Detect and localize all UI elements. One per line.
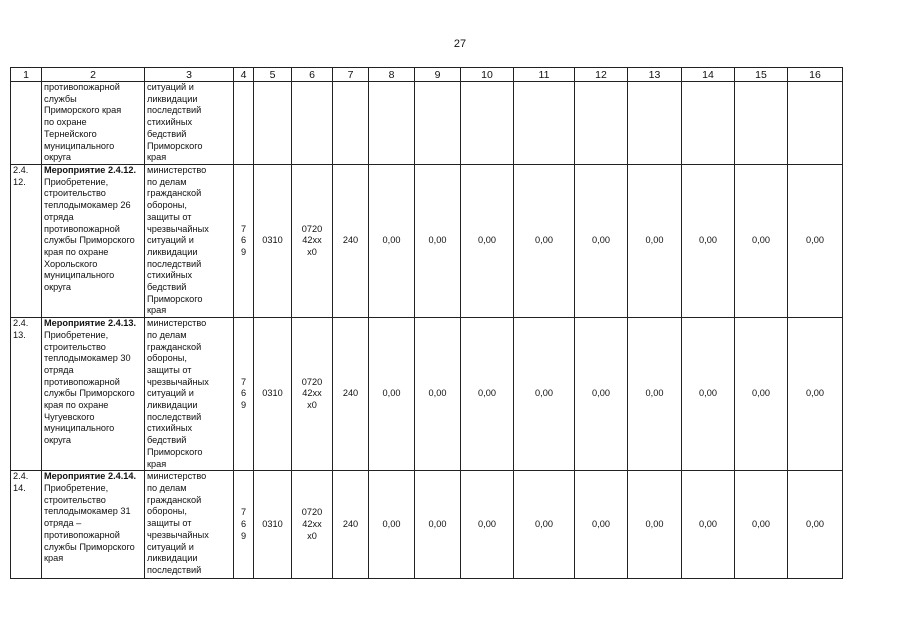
- cell-code-4: 7 6 9: [234, 471, 254, 579]
- cell-empty: [575, 82, 628, 165]
- cell-executor: ситуаций и ликвидации последствий стихийных бедствий Приморского края: [145, 82, 234, 165]
- cell-executor: министерство по делам гражданской обороны, защиты от чрезвычайных ситуаций и ликвидации последствий: [145, 471, 234, 579]
- cell-description: [42, 318, 145, 471]
- activity-title: Мероприятие 2.4.12.: [44, 165, 137, 175]
- header-cell: 12: [575, 68, 628, 82]
- cell-code-4: 7 6 9: [234, 165, 254, 318]
- cell-value: 0,00: [461, 165, 514, 318]
- cell-value: 0,00: [735, 318, 788, 471]
- cell-value: 0,00: [575, 165, 628, 318]
- cell-value: 0,00: [788, 165, 843, 318]
- activity-title: Мероприятие 2.4.13.: [44, 318, 137, 329]
- cell-value: 0,00: [682, 165, 735, 318]
- header-cell: 4: [234, 68, 254, 82]
- cell-number: 2.4. 12.: [11, 165, 42, 318]
- header-cell: 5: [254, 68, 292, 82]
- cell-code-6: 0720 42хх х0: [292, 318, 333, 471]
- header-cell: 11: [514, 68, 575, 82]
- activity-description: Приобретение, строительство теплодымокамер 26 отряда противопожарной службы Приморского края по охране Хорольского муниципального округа: [44, 176, 135, 293]
- cell-empty: [254, 82, 292, 165]
- cell-value: 0,00: [369, 471, 415, 579]
- cell-empty: [682, 82, 735, 165]
- cell-code-6: 0720 42хх х0: [292, 471, 333, 579]
- cell-empty: [415, 82, 461, 165]
- cell-value: 0,00: [514, 318, 575, 471]
- cell-empty: [628, 82, 682, 165]
- cell-value: 0,00: [415, 165, 461, 318]
- cell-empty: [514, 82, 575, 165]
- cell-empty: [292, 82, 333, 165]
- cell-value: 0,00: [369, 318, 415, 471]
- cell-empty: [788, 82, 843, 165]
- cell-empty: [333, 82, 369, 165]
- cell-value: 0,00: [735, 471, 788, 579]
- cell-code-7: 240: [333, 165, 369, 318]
- header-cell: 7: [333, 68, 369, 82]
- cell-value: 0,00: [461, 318, 514, 471]
- cell-value: 0,00: [682, 318, 735, 471]
- cell-value: 0,00: [735, 165, 788, 318]
- activity-title: Мероприятие 2.4.14.: [44, 471, 137, 482]
- header-cell: 9: [415, 68, 461, 82]
- cell-number: 2.4. 14.: [11, 471, 42, 579]
- cell-value: 0,00: [369, 165, 415, 318]
- cell-empty: [461, 82, 514, 165]
- cell-value: 0,00: [461, 471, 514, 579]
- cell-value: 0,00: [415, 471, 461, 579]
- table-row: [11, 318, 843, 471]
- activity-description: Приобретение, строительство теплодымокамер 30 отряда противопожарной службы Приморского края по охране Чугуевского муниципального округа: [44, 329, 135, 446]
- cell-value: 0,00: [682, 471, 735, 579]
- cell-value: 0,00: [514, 165, 575, 318]
- header-cell: 15: [735, 68, 788, 82]
- cell-empty: [369, 82, 415, 165]
- header-cell: 14: [682, 68, 735, 82]
- cell-description: [42, 471, 145, 579]
- cell-value: 0,00: [788, 471, 843, 579]
- cell-executor: министерство по делам гражданской обороны, защиты от чрезвычайных ситуаций и ликвидации последствий стихийных бедствий Приморского края: [145, 318, 234, 471]
- header-row: [11, 68, 843, 82]
- cell-value: 0,00: [415, 318, 461, 471]
- header-cell: 2: [42, 68, 145, 82]
- cell-value: 0,00: [628, 318, 682, 471]
- header-cell: 13: [628, 68, 682, 82]
- header-cell: 8: [369, 68, 415, 82]
- header-cell: 10: [461, 68, 514, 82]
- cell-empty: [234, 82, 254, 165]
- table-row: [11, 471, 843, 579]
- cell-code-5: 0310: [254, 318, 292, 471]
- header-cell: 3: [145, 68, 234, 82]
- cell-code-7: 240: [333, 471, 369, 579]
- cell-number: [11, 82, 42, 165]
- table-row: [11, 165, 843, 318]
- cell-value: 0,00: [628, 165, 682, 318]
- cell-value: 0,00: [575, 318, 628, 471]
- header-cell: 1: [11, 68, 42, 82]
- cell-value: 0,00: [514, 471, 575, 579]
- cell-code-7: 240: [333, 318, 369, 471]
- cell-code-6: 0720 42хх х0: [292, 165, 333, 318]
- budget-table: [10, 67, 843, 579]
- cell-value: 0,00: [575, 471, 628, 579]
- cell-code-4: 7 6 9: [234, 318, 254, 471]
- header-cell: 16: [788, 68, 843, 82]
- table-row-continuation: [11, 82, 843, 165]
- page-number: 27: [453, 38, 467, 50]
- cell-value: 0,00: [628, 471, 682, 579]
- cell-code-5: 0310: [254, 165, 292, 318]
- activity-description: Приобретение, строительство теплодымокамер 31 отряда – противопожарной службы Приморского края: [44, 482, 135, 564]
- header-cell: 6: [292, 68, 333, 82]
- cell-description: противопожарной службы Приморского края по охране Тернейского муниципального округа: [42, 82, 145, 165]
- cell-description: [42, 165, 145, 318]
- cell-empty: [735, 82, 788, 165]
- cell-number: 2.4. 13.: [11, 318, 42, 471]
- cell-code-5: 0310: [254, 471, 292, 579]
- cell-value: 0,00: [788, 318, 843, 471]
- cell-executor: министерство по делам гражданской обороны, защиты от чрезвычайных ситуаций и ликвидации последствий стихийных бедствий Приморского края: [145, 165, 234, 318]
